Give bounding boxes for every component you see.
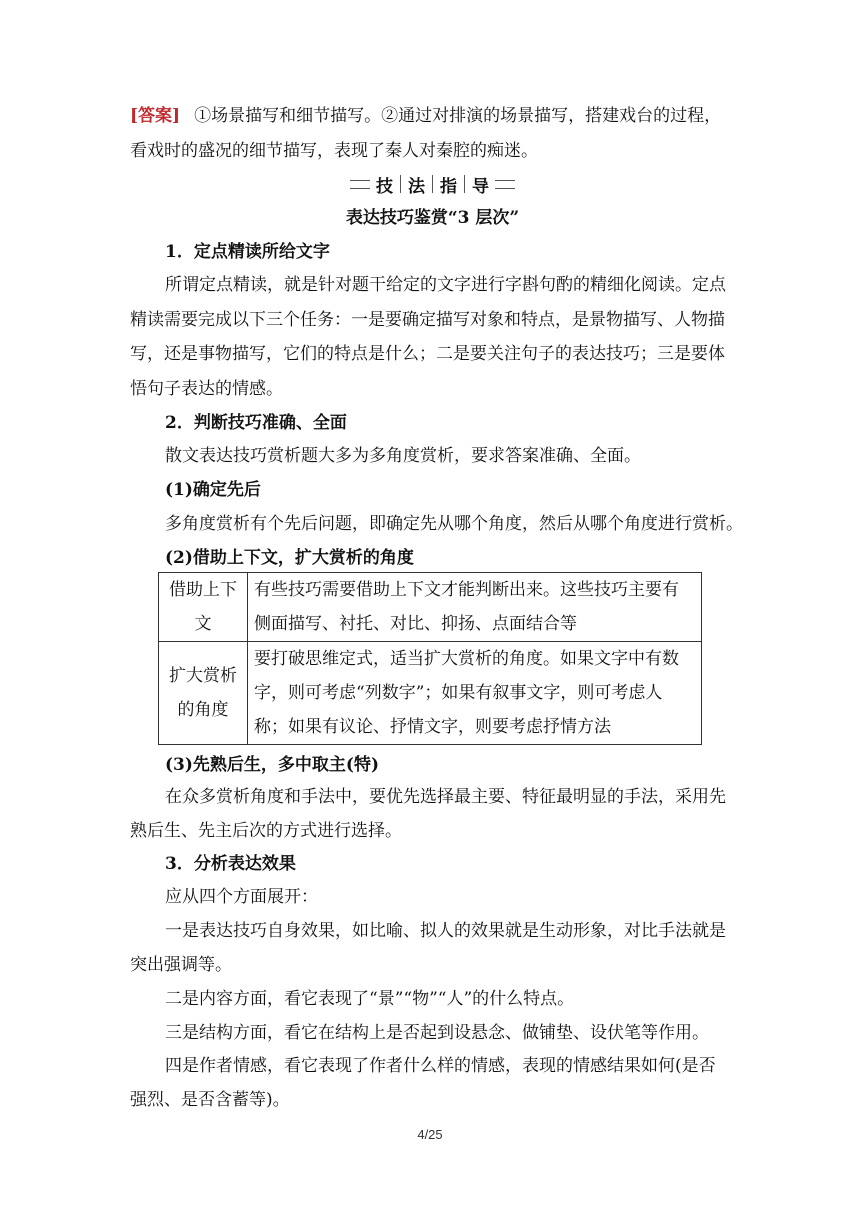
technique-table — [158, 572, 702, 745]
answer-line-2: 看戏时的盛况的细节描写，表现了秦人对秦腔的痴迷。 — [130, 141, 538, 161]
banner-char: 指 — [440, 176, 457, 197]
section-3-paragraph: 二是内容方面，看它表现了“景”“物”“人”的什么特点。 — [165, 989, 575, 1009]
section-3-heading: 3．分析表达效果 — [165, 854, 296, 874]
table-row-content — [248, 573, 702, 642]
table-content-line: 侧面描写、衬托、对比、抑扬、点面结合等 — [254, 614, 577, 634]
table-content-line: 有些技巧需要借助上下文才能判断出来。这些技巧主要有 — [254, 580, 679, 600]
table-header-line: 扩大赏析 — [169, 666, 237, 686]
table-row — [159, 573, 702, 642]
answer-line-1 — [130, 105, 735, 127]
table-header-line: 文 — [194, 614, 212, 634]
section-3-paragraph: 突出强调等。 — [130, 955, 232, 975]
banner-right-rule — [495, 180, 515, 189]
banner-separator — [400, 175, 401, 193]
table-row-content — [248, 642, 702, 745]
section-banner — [130, 173, 735, 195]
answer-text-1: ①场景描写和细节描写。②通过对排演的场景描写，搭建戏台的过程， — [194, 106, 722, 126]
subsection-2-heading: (2)借助上下文，扩大赏析的角度 — [165, 548, 414, 568]
section-1-line: 所谓定点精读，就是针对题干给定的文字进行字斟句酌的精细化阅读。定点 — [165, 275, 726, 295]
banner-left-rule — [350, 180, 370, 189]
subsection-1-heading: (1)确定先后 — [165, 480, 261, 500]
section-3-paragraph: 强烈、是否含蓄等)。 — [130, 1090, 290, 1110]
subsection-3-heading: (3)先熟后生，多中取主(特) — [165, 755, 380, 775]
page-title: 表达技巧鉴赏“3 层次” — [345, 208, 520, 228]
table-content-line: 要打破思维定式，适当扩大赏析的角度。如果文字中有数 — [254, 649, 679, 669]
section-3-paragraph: 四是作者情感，看它表现了作者什么样的情感，表现的情感结果如何(是否 — [165, 1056, 716, 1076]
table-row — [159, 642, 702, 745]
section-1-line: 悟句子表达的情感。 — [130, 379, 283, 399]
section-1-line: 精读需要完成以下三个任务：一是要确定描写对象和特点，是景物描写、人物描 — [130, 310, 725, 330]
table-content-line: 字，则可考虑“列数字”；如果有叙事文字，则可考虑人 — [254, 683, 663, 703]
table-header-line: 的角度 — [177, 700, 229, 720]
banner-separator — [464, 175, 465, 193]
section-3-intro: 应从四个方面展开： — [165, 887, 318, 907]
section-2-heading: 2．判断技巧准确、全面 — [165, 413, 347, 433]
table-header-line: 借助上下 — [169, 580, 237, 600]
banner-char: 技 — [376, 176, 393, 197]
table-row-header — [159, 573, 248, 642]
table-content-line: 称；如果有议论、抒情文字，则要考虑抒情方法 — [254, 717, 611, 737]
subsection-3-line: 在众多赏析角度和手法中，要优先选择最主要、特征最明显的手法，采用先 — [165, 787, 726, 807]
answer-tag: [答案] — [130, 106, 181, 126]
section-1-line: 写，还是事物描写，它们的特点是什么；二是要关注句子的表达技巧；三是要体 — [130, 344, 725, 364]
banner-char: 导 — [472, 176, 489, 197]
section-3-paragraph: 一是表达技巧自身效果，如比喻、拟人的效果就是生动形象，对比手法就是 — [165, 921, 726, 941]
page-number: 4/25 — [417, 1127, 443, 1142]
subsection-3-line: 熟后生、先主后次的方式进行选择。 — [130, 821, 402, 841]
subsection-1-text: 多角度赏析有个先后问题，即确定先从哪个角度，然后从哪个角度进行赏析。 — [165, 514, 743, 534]
banner-char: 法 — [408, 176, 425, 197]
section-1-heading: 1．定点精读所给文字 — [165, 242, 330, 262]
table-row-header — [159, 642, 248, 745]
banner-separator — [432, 175, 433, 193]
section-3-paragraph: 三是结构方面，看它在结构上是否起到设悬念、做铺垫、设伏笔等作用。 — [165, 1023, 709, 1043]
section-2-intro: 散文表达技巧赏析题大多为多角度赏析，要求答案准确、全面。 — [165, 446, 641, 466]
